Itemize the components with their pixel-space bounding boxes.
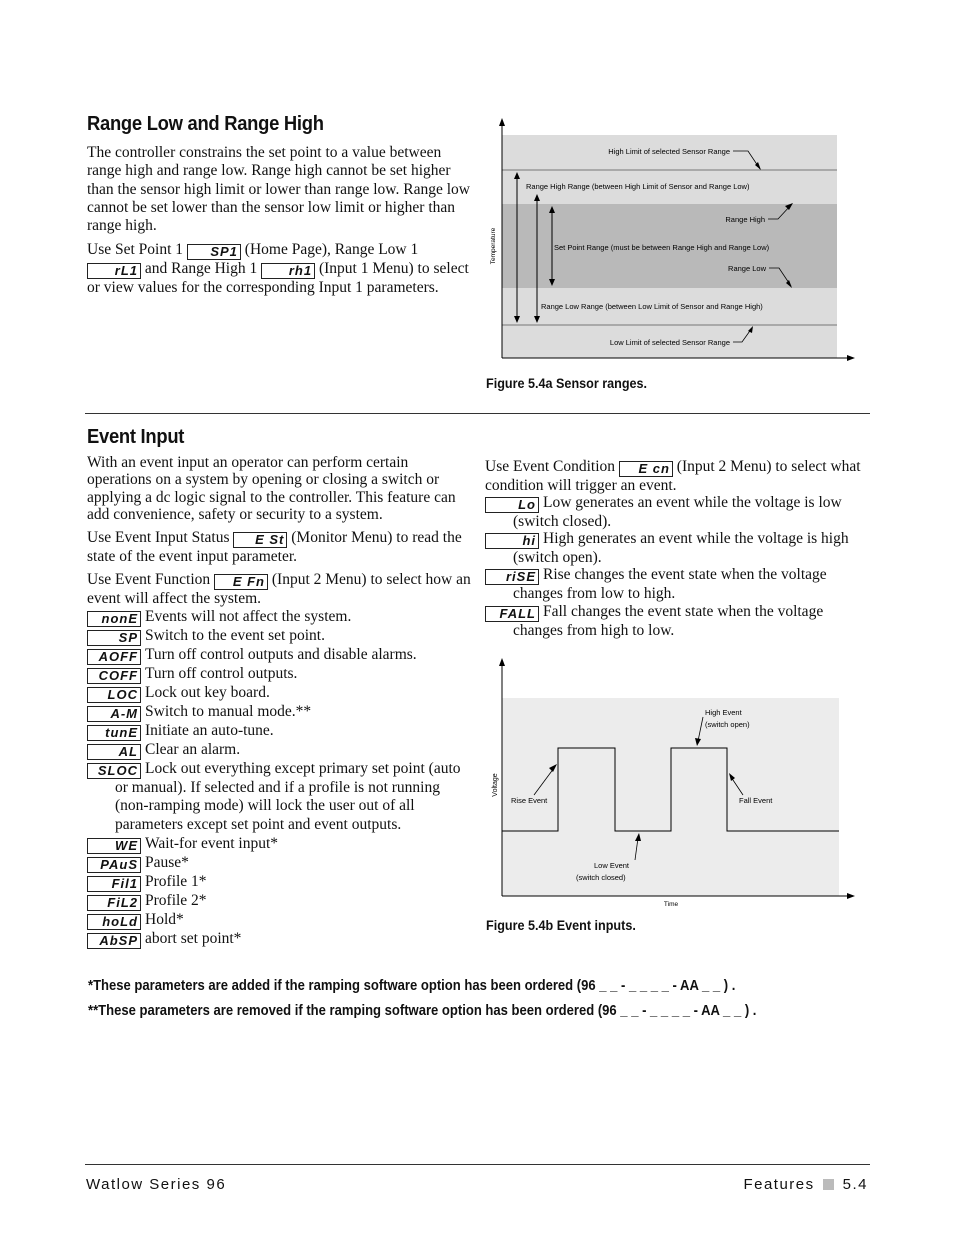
list-item: WE Wait-for event input*	[87, 835, 475, 854]
list-item: nonE Events will not affect the system.	[87, 608, 475, 627]
range-para2: Use Set Point 1 SP1 (Home Page), Range Low 1 rL1 and Range High 1 rh1 (Input 1 Menu) to select or view values for the corresponding Input 1 parameters.	[87, 241, 469, 297]
list-item: SP Switch to the event set point.	[87, 627, 475, 646]
voltage-axis-label: Voltage	[492, 773, 499, 797]
event-para3: Use Event Function E Fn (Input 2 Menu) to select how an event will affect the system.	[87, 571, 471, 608]
label-range-high-range: Range High Range (between High Limit of Sensor and Range Low)	[526, 182, 750, 191]
list-item: hoLd Hold*	[87, 911, 475, 930]
list-item: A-M Switch to manual mode.**	[87, 703, 475, 722]
list-item: FiL2 Profile 2*	[87, 892, 475, 911]
list-item: AOFF Turn off control outputs and disable alarms.	[87, 646, 475, 665]
footer-left: Watlow Series 96	[86, 1176, 227, 1193]
section-divider	[85, 413, 870, 414]
display-rh1: rh1	[261, 263, 315, 279]
list-item: Lo Low generates an event while the voltage is low (switch closed).	[485, 494, 870, 530]
label-set-point-range: Set Point Range (must be between Range High and Range Low)	[554, 243, 770, 252]
event-condition-list	[485, 494, 870, 638]
range-para1: The controller constrains the set point to a value between range high and range low. Range high cannot be set higher than the sensor high limit or lower than range low. Range low cannot be set lower than the sensor low limit or higher than range high.	[87, 144, 470, 235]
event-condition-para: Use Event Condition E cn (Input 2 Menu) to select what condition will trigger an event.	[485, 458, 861, 494]
list-item: PAuS Pause*	[87, 854, 475, 873]
list-item: AL Clear an alarm.	[87, 741, 475, 760]
footer-right	[743, 1176, 868, 1193]
figure-b-caption: Figure 5.4b Event inputs.	[486, 917, 636, 933]
list-item: hi High generates an event while the voltage is high (switch open).	[485, 530, 870, 566]
label-range-low-range: Range Low Range (between Low Limit of Sensor and Range High)	[541, 302, 763, 311]
list-item: COFF Turn off control outputs.	[87, 665, 475, 684]
label-range-low: Range Low	[728, 264, 766, 273]
footer-square-icon	[823, 1179, 834, 1190]
footer-rule	[85, 1164, 870, 1165]
display-sp1: SP1	[187, 244, 241, 260]
note-added: *These parameters are added if the ramping software option has been ordered (96 _ _ - _ _ _ _ - AA _ _ ) .	[88, 978, 736, 994]
event-condition-section	[485, 458, 870, 639]
display-rl1: rL1	[87, 263, 141, 279]
footer-section: Features	[743, 1176, 815, 1193]
label-high-limit: High Limit of selected Sensor Range	[608, 147, 730, 156]
label-rise-event: Rise Event	[511, 796, 548, 805]
event-para2: Use Event Input Status E St (Monitor Menu) to read the state of the event input parameter.	[87, 529, 462, 566]
sensor-ranges-figure	[485, 118, 865, 368]
list-item: LOC Lock out key board.	[87, 684, 475, 703]
range-section	[87, 113, 472, 304]
display-event-function: E Fn	[214, 574, 268, 590]
list-item: Fil1 Profile 1*	[87, 873, 475, 892]
display-event-status: E St	[233, 532, 287, 548]
label-low-limit: Low Limit of selected Sensor Range	[609, 338, 730, 347]
display-event-condition: E cn	[619, 461, 673, 477]
figure-a-caption: Figure 5.4a Sensor ranges.	[486, 375, 648, 391]
label-range-high: Range High	[725, 215, 765, 224]
note-removed: **These parameters are removed if the ramping software option has been ordered (96 _ _ - _ _ _ _ - AA _ _ ) .	[88, 1003, 757, 1019]
list-item: tunE Initiate an auto-tune.	[87, 722, 475, 741]
range-heading: Range Low and Range High	[87, 113, 324, 135]
event-section	[87, 426, 475, 949]
label-low-event: Low Event	[594, 861, 630, 870]
list-item: SLOC Lock out everything except primary set point (auto or manual). If selected and if a profile is not running (non-ramping mode) will lock the user out of all parameters except set point and event outputs.	[87, 760, 475, 835]
time-axis-label: Time	[663, 901, 679, 908]
list-item: AbSP abort set point*	[87, 930, 475, 949]
list-item: FALL Fall changes the event state when the voltage changes from high to low.	[485, 603, 870, 639]
event-heading: Event Input	[87, 426, 185, 448]
event-para1: With an event input an operator can perform certain operations on a system by opening or closing a switch or applying a dc logic signal to the controller. This feature can add convenience, safety or security to a system.	[87, 454, 456, 523]
footer-page-number: 5.4	[842, 1176, 868, 1193]
label-high-event: High Event	[705, 708, 742, 717]
label-low-event-sub: (switch closed)	[576, 873, 626, 882]
label-high-event-sub: (switch open)	[705, 720, 750, 729]
event-function-list	[87, 608, 475, 949]
label-fall-event: Fall Event	[739, 796, 773, 805]
event-inputs-figure	[485, 655, 865, 913]
list-item: riSE Rise changes the event state when the voltage changes from low to high.	[485, 566, 870, 602]
temperature-axis-label: Temperature	[490, 227, 497, 265]
